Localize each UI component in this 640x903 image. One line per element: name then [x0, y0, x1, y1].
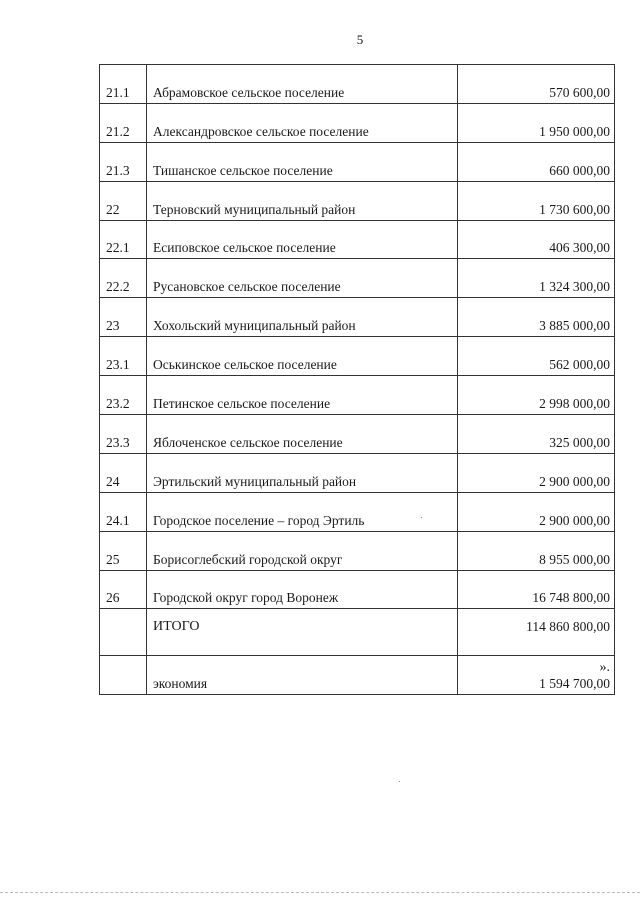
row-number: 21.2 — [100, 103, 147, 142]
closing-quote: ». — [599, 660, 610, 675]
row-number: 23.2 — [100, 376, 147, 415]
row-number: 23.3 — [100, 415, 147, 454]
row-number: 25 — [100, 531, 147, 570]
row-number: 26 — [100, 570, 147, 609]
budget-table — [99, 64, 615, 695]
row-number: 21.1 — [100, 65, 147, 104]
row-number: 24.1 — [100, 492, 147, 531]
row-amount: 1 950 000,00 — [458, 103, 615, 142]
row-name: Александровское сельское поселение — [147, 103, 458, 142]
row-amount: 8 955 000,00 — [458, 531, 615, 570]
row-amount: 2 998 000,00 — [458, 376, 615, 415]
table-row — [100, 65, 615, 104]
row-amount: 570 600,00 — [458, 65, 615, 104]
row-number: 24 — [100, 453, 147, 492]
row-number: 22.2 — [100, 259, 147, 298]
savings-row — [100, 656, 615, 695]
row-name: Оськинское сельское поселение — [147, 337, 458, 376]
table-row — [100, 103, 615, 142]
row-number: 21.3 — [100, 142, 147, 181]
row-name: Эртильский муниципальный район — [147, 453, 458, 492]
row-number: 22.1 — [100, 220, 147, 259]
row-amount: 325 000,00 — [458, 415, 615, 454]
table-row — [100, 492, 615, 531]
row-amount: 2 900 000,00 — [458, 492, 615, 531]
row-amount: 16 748 800,00 — [458, 570, 615, 609]
table-row — [100, 531, 615, 570]
row-name: Городское поселение – город Эртиль — [147, 492, 458, 531]
page-number: 5 — [356, 32, 364, 47]
table-row — [100, 142, 615, 181]
table-row — [100, 259, 615, 298]
row-name: Терновский муниципальный район — [147, 181, 458, 220]
table-row — [100, 181, 615, 220]
table-row — [100, 220, 615, 259]
row-amount: 660 000,00 — [458, 142, 615, 181]
row-name: Городской округ город Воронеж — [147, 570, 458, 609]
total-row — [100, 609, 615, 656]
scan-speck — [421, 517, 422, 518]
savings-label: экономия — [147, 656, 458, 695]
table-row — [100, 337, 615, 376]
row-amount: 562 000,00 — [458, 337, 615, 376]
row-name: Яблоченское сельское поселение — [147, 415, 458, 454]
row-name: Русановское сельское поселение — [147, 259, 458, 298]
row-name: Хохольский муниципальный район — [147, 298, 458, 337]
table-row — [100, 376, 615, 415]
row-name: Борисоглебский городской округ — [147, 531, 458, 570]
table-body — [100, 65, 615, 695]
savings-amount: 1 594 700,00 — [458, 656, 615, 695]
row-number: 23 — [100, 298, 147, 337]
total-label: ИТОГО — [147, 609, 458, 656]
row-amount: 1 324 300,00 — [458, 259, 615, 298]
row-number: 22 — [100, 181, 147, 220]
table-row — [100, 570, 615, 609]
savings-row-number — [100, 656, 147, 695]
row-name: Абрамовское сельское поселение — [147, 65, 458, 104]
row-amount: 406 300,00 — [458, 220, 615, 259]
row-name: Есиповское сельское поселение — [147, 220, 458, 259]
row-name: Петинское сельское поселение — [147, 376, 458, 415]
row-amount: 2 900 000,00 — [458, 453, 615, 492]
row-number: 23.1 — [100, 337, 147, 376]
table-row — [100, 415, 615, 454]
row-name: Тишанское сельское поселение — [147, 142, 458, 181]
table-row — [100, 298, 615, 337]
row-amount: 3 885 000,00 — [458, 298, 615, 337]
row-amount: 1 730 600,00 — [458, 181, 615, 220]
total-amount: 114 860 800,00 — [458, 609, 615, 656]
scan-speck — [399, 781, 400, 782]
scan-edge-line — [0, 892, 640, 893]
table-row — [100, 453, 615, 492]
total-row-number — [100, 609, 147, 656]
